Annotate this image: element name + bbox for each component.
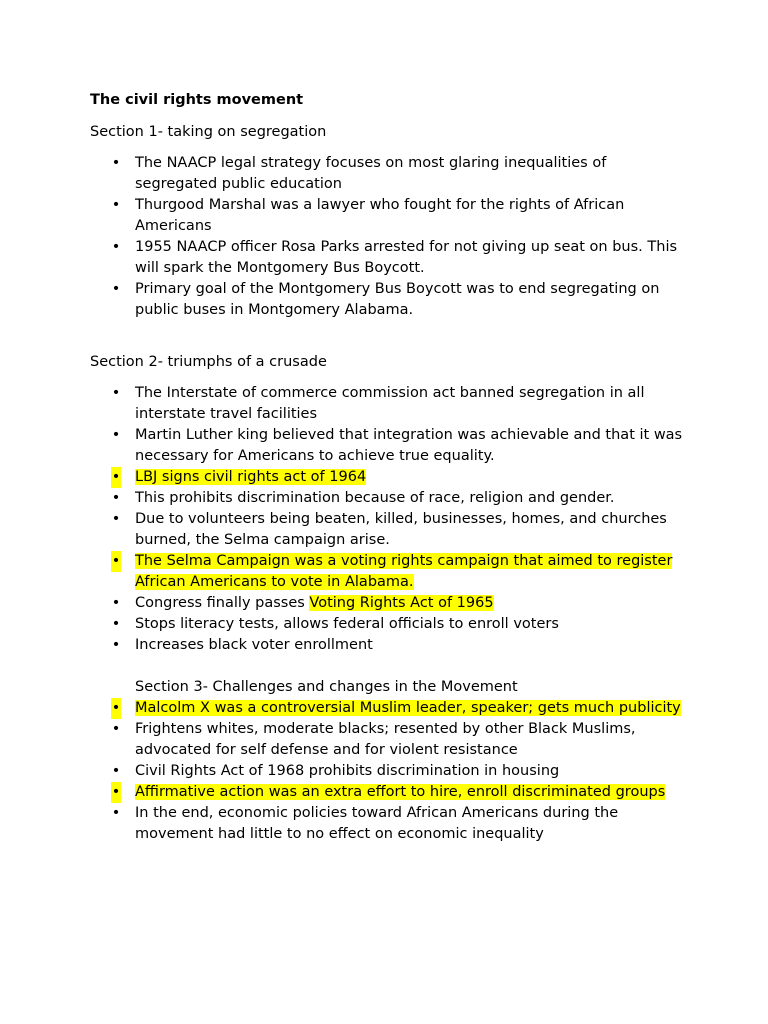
bullet-icon: • bbox=[111, 467, 121, 488]
section-3-heading: Section 3- Challenges and changes in the Movement bbox=[135, 679, 518, 695]
section-1-list bbox=[90, 153, 690, 321]
list-item-text: This prohibits discrimination because of race, religion and gender. bbox=[135, 490, 615, 506]
list-item-highlighted bbox=[90, 782, 690, 803]
bullet-icon: • bbox=[111, 281, 121, 297]
list-item-highlighted bbox=[90, 698, 690, 719]
document-title: The civil rights movement bbox=[90, 92, 304, 108]
document-body bbox=[90, 90, 690, 845]
list-item-text: Increases black voter enrollment bbox=[135, 637, 373, 653]
highlighted-text: The Selma Campaign was a voting rights campaign that aimed to register African Americans to vote in Alabama. bbox=[135, 553, 673, 590]
list-item-text: Civil Rights Act of 1968 prohibits discrimination in housing bbox=[135, 763, 560, 779]
list-item-text: Due to volunteers being beaten, killed, businesses, homes, and churches burned, the Selma campaign arise. bbox=[135, 511, 667, 548]
bullet-icon: • bbox=[111, 239, 121, 255]
list-item-text: Thurgood Marshal was a lawyer who fought for the rights of African Americans bbox=[135, 197, 625, 234]
list-item-text: Stops literacy tests, allows federal officials to enroll voters bbox=[135, 616, 559, 632]
list-item-highlighted bbox=[90, 551, 690, 593]
bullet-icon: • bbox=[111, 698, 121, 719]
bullet-icon: • bbox=[111, 490, 121, 506]
bullet-icon: • bbox=[111, 616, 121, 632]
list-item-text: Frightens whites, moderate blacks; resented by other Black Muslims, advocated for self defense and for violent resistance bbox=[135, 721, 636, 758]
bullet-icon: • bbox=[111, 197, 121, 213]
bullet-icon: • bbox=[111, 782, 121, 803]
bullet-icon: • bbox=[111, 155, 121, 171]
bullet-icon: • bbox=[111, 551, 121, 572]
list-item-text: Martin Luther king believed that integration was achievable and that it was necessary for Americans to achieve true equality. bbox=[135, 427, 683, 464]
list-item bbox=[90, 195, 690, 237]
list-item bbox=[90, 488, 690, 509]
list-item bbox=[90, 761, 690, 782]
bullet-icon: • bbox=[111, 763, 121, 779]
list-item-text: The Interstate of commerce commission act banned segregation in all interstate travel facilities bbox=[135, 385, 645, 422]
list-item bbox=[90, 425, 690, 467]
list-item-text: Primary goal of the Montgomery Bus Boycott was to end segregating on public buses in Montgomery Alabama. bbox=[135, 281, 660, 318]
highlighted-text: Affirmative action was an extra effort to hire, enroll discriminated groups bbox=[135, 784, 666, 800]
bullet-icon: • bbox=[111, 427, 121, 443]
highlighted-text: Malcolm X was a controversial Muslim leader, speaker; gets much publicity bbox=[135, 700, 681, 716]
list-item-text: In the end, economic policies toward African Americans during the movement had little to no effect on economic inequality bbox=[135, 805, 619, 842]
list-item-text: 1955 NAACP officer Rosa Parks arrested for not giving up seat on bus. This will spark the Montgomery Bus Boycott. bbox=[135, 239, 678, 276]
bullet-icon: • bbox=[111, 385, 121, 401]
section-3-list bbox=[90, 698, 690, 845]
section-1-heading: Section 1- taking on segregation bbox=[90, 124, 327, 140]
list-item-text: Congress finally passes bbox=[135, 595, 310, 611]
list-item bbox=[90, 635, 690, 656]
list-item bbox=[90, 279, 690, 321]
list-item bbox=[90, 719, 690, 761]
list-item bbox=[90, 153, 690, 195]
section-2-list bbox=[90, 383, 690, 656]
list-item-text: The NAACP legal strategy focuses on most glaring inequalities of segregated public education bbox=[135, 155, 607, 192]
bullet-icon: • bbox=[111, 511, 121, 527]
section-2-heading: Section 2- triumphs of a crusade bbox=[90, 354, 327, 370]
list-item bbox=[90, 803, 690, 845]
list-item bbox=[90, 237, 690, 279]
highlighted-text: LBJ signs civil rights act of 1964 bbox=[135, 469, 367, 485]
list-item bbox=[90, 383, 690, 425]
list-item-highlighted bbox=[90, 467, 690, 488]
bullet-icon: • bbox=[111, 805, 121, 821]
bullet-icon: • bbox=[111, 637, 121, 653]
list-item bbox=[90, 509, 690, 551]
bullet-icon: • bbox=[111, 595, 121, 611]
list-item bbox=[90, 593, 690, 614]
list-item bbox=[90, 614, 690, 635]
bullet-icon: • bbox=[111, 721, 121, 737]
highlighted-text: Voting Rights Act of 1965 bbox=[309, 595, 494, 611]
